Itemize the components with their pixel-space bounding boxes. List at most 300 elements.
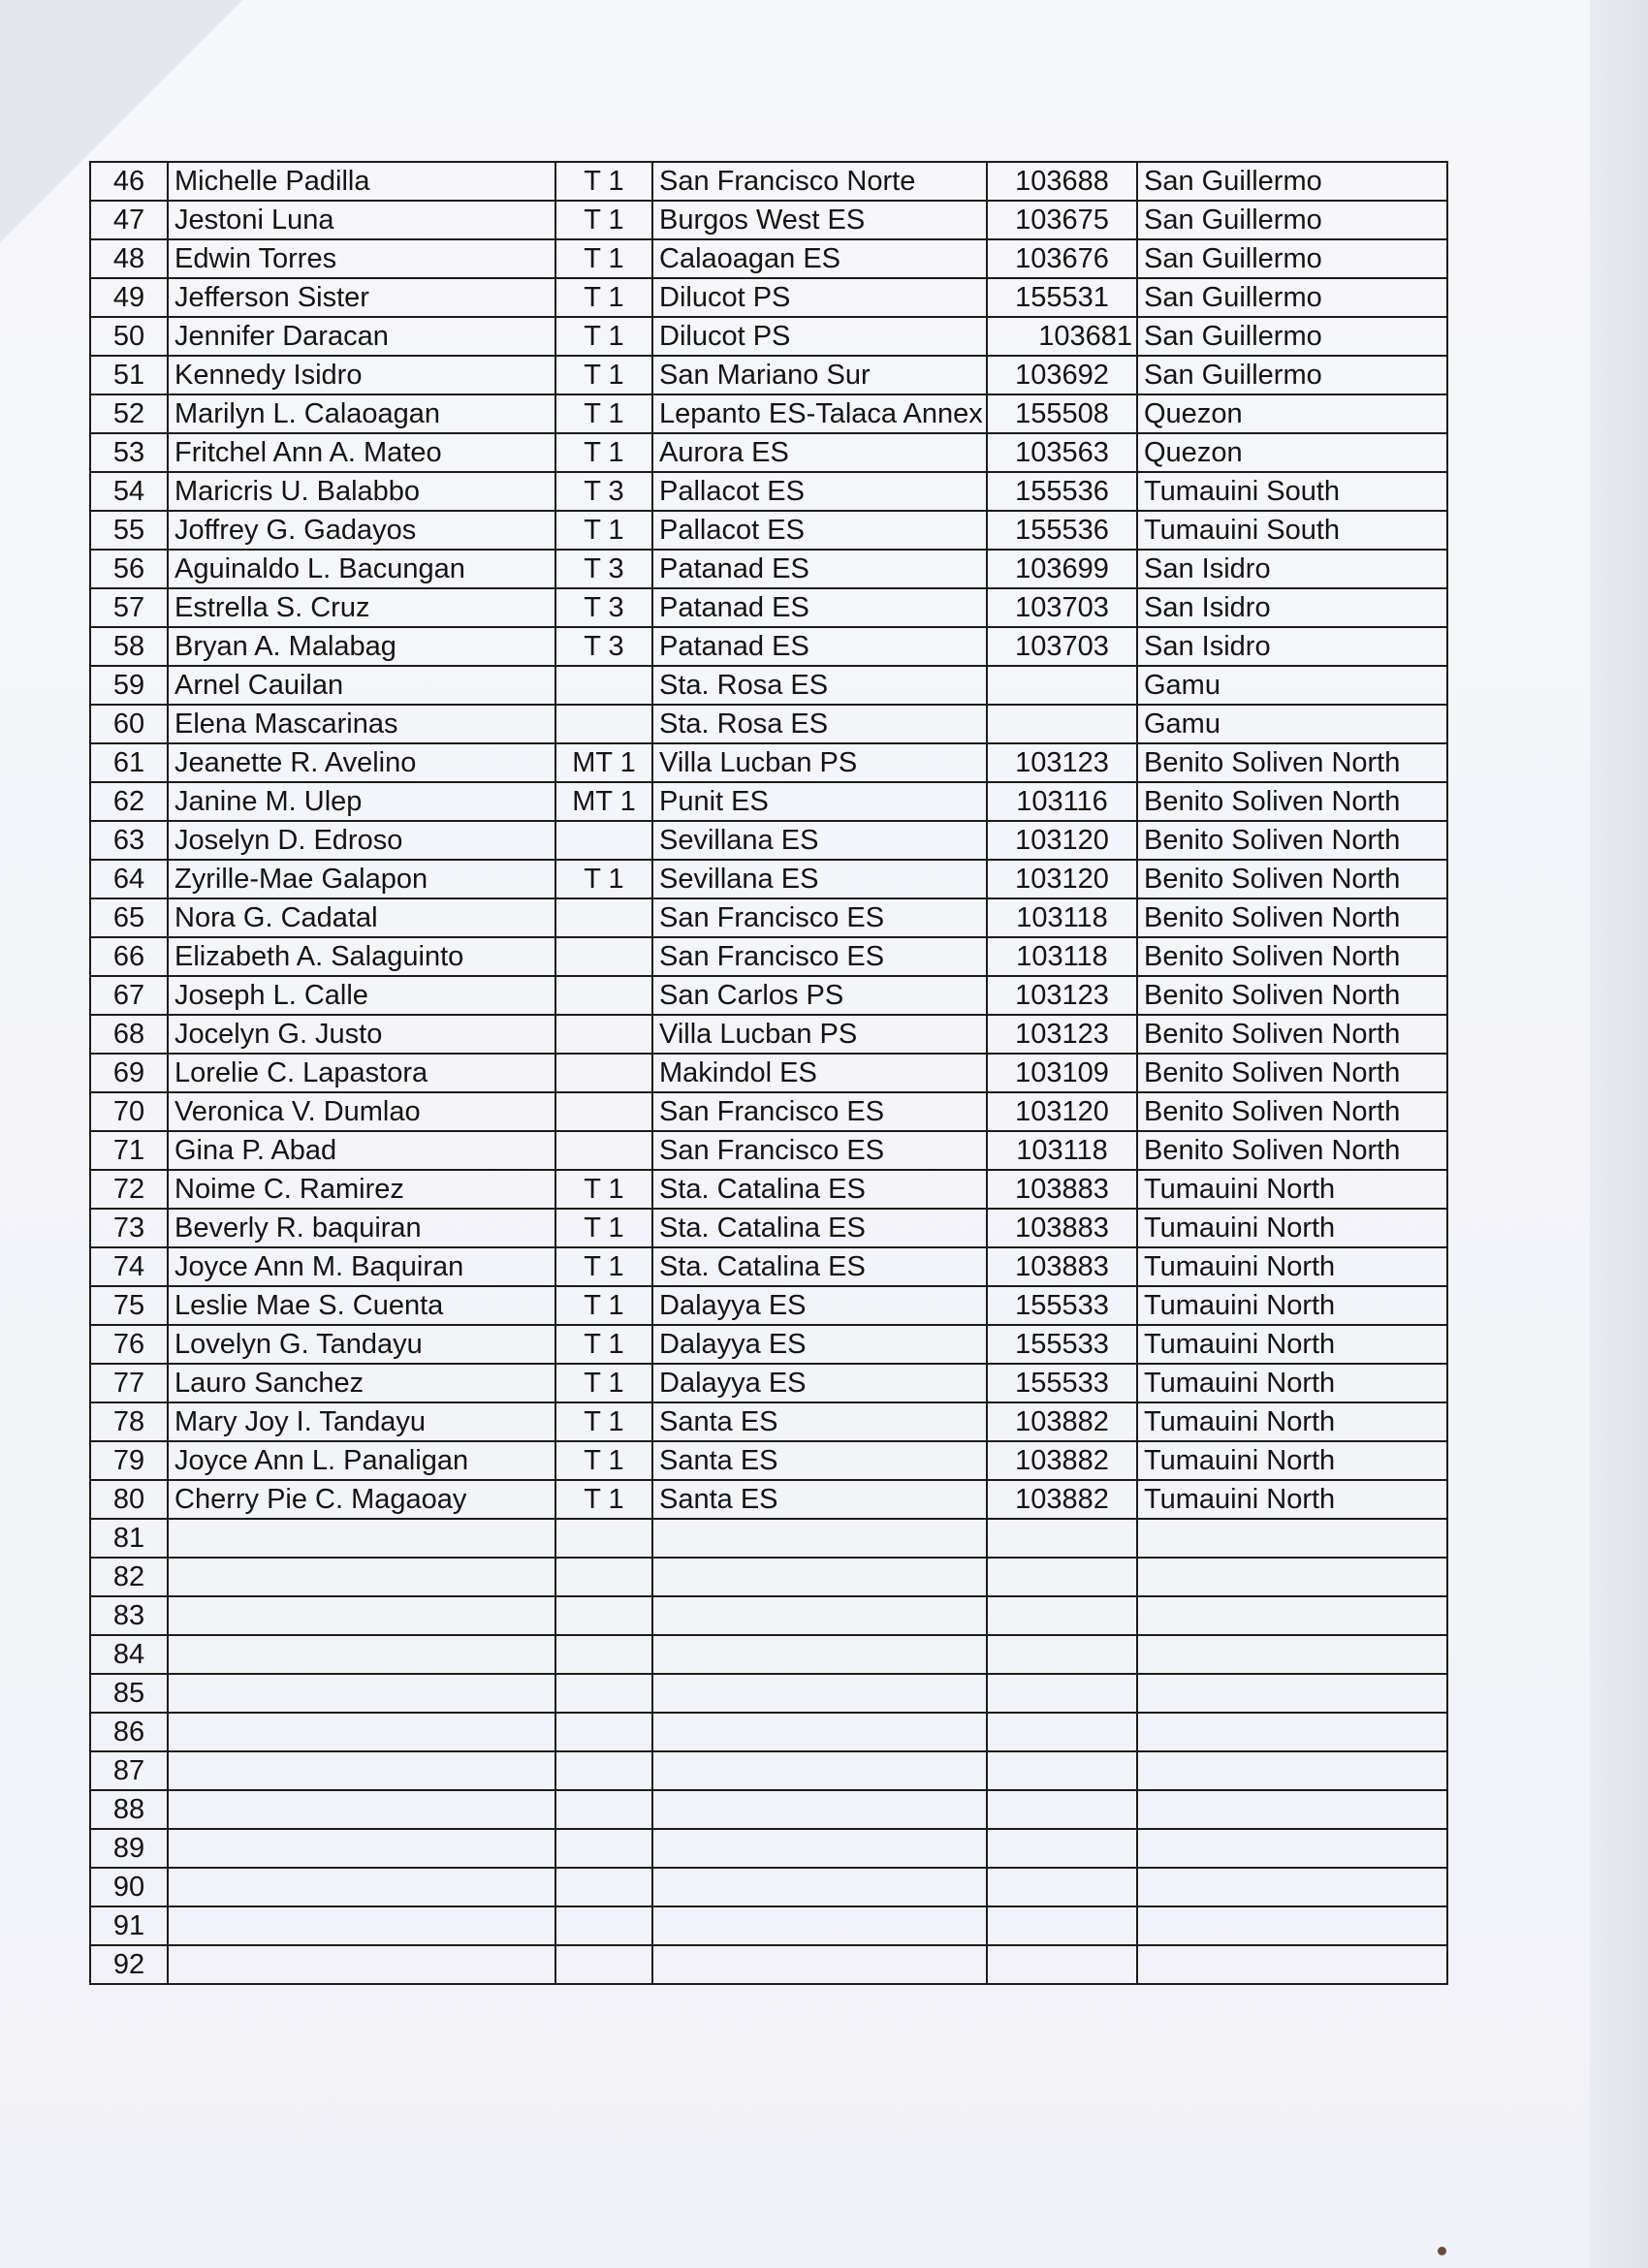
table-row — [90, 1751, 1447, 1790]
row-number-cell: 75 — [90, 1286, 168, 1325]
table-row — [90, 1674, 1447, 1713]
district-cell: Gamu — [1137, 705, 1447, 743]
district-cell: Benito Soliven North — [1137, 782, 1447, 821]
teacher-name-cell: Joyce Ann L. Panaligan — [168, 1441, 555, 1480]
district-cell: San Isidro — [1137, 588, 1447, 627]
row-number-cell: 83 — [90, 1596, 168, 1635]
position-cell: MT 1 — [555, 743, 652, 782]
school-id-cell: 155531 — [987, 278, 1137, 317]
teacher-name-cell: Jennifer Daracan — [168, 317, 555, 356]
school-cell: Pallacot ES — [652, 472, 987, 511]
school-id-cell — [987, 1635, 1137, 1674]
teacher-name-cell: Joseph L. Calle — [168, 976, 555, 1015]
table-row — [90, 627, 1447, 666]
position-cell — [555, 1558, 652, 1596]
school-id-cell: 103681 — [987, 317, 1137, 356]
school-cell: San Francisco ES — [652, 1092, 987, 1131]
teacher-name-cell — [168, 1906, 555, 1945]
district-cell: Benito Soliven North — [1137, 1131, 1447, 1170]
table-row — [90, 1519, 1447, 1558]
position-cell: T 1 — [555, 511, 652, 550]
position-cell — [555, 1829, 652, 1868]
row-number-cell: 85 — [90, 1674, 168, 1713]
teacher-name-cell — [168, 1519, 555, 1558]
position-cell: T 1 — [555, 356, 652, 394]
district-cell — [1137, 1713, 1447, 1751]
row-number-cell: 72 — [90, 1170, 168, 1209]
row-number-cell: 60 — [90, 705, 168, 743]
table-row — [90, 511, 1447, 550]
district-cell: Tumauini South — [1137, 511, 1447, 550]
school-id-cell — [987, 1906, 1137, 1945]
teacher-name-cell: Cherry Pie C. Magaoay — [168, 1480, 555, 1519]
teacher-name-cell: Beverly R. baquiran — [168, 1209, 555, 1247]
school-id-cell: 155533 — [987, 1286, 1137, 1325]
school-cell: Punit ES — [652, 782, 987, 821]
school-cell: Sta. Rosa ES — [652, 666, 987, 705]
row-number-cell: 88 — [90, 1790, 168, 1829]
school-cell: Patanad ES — [652, 627, 987, 666]
district-cell: Quezon — [1137, 433, 1447, 472]
school-cell: Villa Lucban PS — [652, 743, 987, 782]
teacher-name-cell: Elena Mascarinas — [168, 705, 555, 743]
table-row — [90, 1170, 1447, 1209]
district-cell — [1137, 1829, 1447, 1868]
position-cell: T 1 — [555, 1286, 652, 1325]
position-cell — [555, 1906, 652, 1945]
school-id-cell — [987, 1713, 1137, 1751]
district-cell: Benito Soliven North — [1137, 976, 1447, 1015]
position-cell: MT 1 — [555, 782, 652, 821]
position-cell: T 1 — [555, 1441, 652, 1480]
row-number-cell: 71 — [90, 1131, 168, 1170]
position-cell — [555, 976, 652, 1015]
school-id-cell: 103882 — [987, 1441, 1137, 1480]
district-cell: San Guillermo — [1137, 278, 1447, 317]
row-number-cell: 59 — [90, 666, 168, 705]
teacher-name-cell: Jestoni Luna — [168, 201, 555, 239]
school-cell: San Francisco ES — [652, 937, 987, 976]
teacher-name-cell: Aguinaldo L. Bacungan — [168, 550, 555, 588]
table-row — [90, 1713, 1447, 1751]
district-cell — [1137, 1596, 1447, 1635]
school-id-cell: 103883 — [987, 1209, 1137, 1247]
position-cell: T 1 — [555, 317, 652, 356]
teacher-name-cell: Lorelie C. Lapastora — [168, 1054, 555, 1092]
district-cell: Tumauini North — [1137, 1480, 1447, 1519]
position-cell: T 1 — [555, 239, 652, 278]
school-id-cell: 103688 — [987, 162, 1137, 201]
position-cell — [555, 1945, 652, 1984]
ink-speck — [1438, 2247, 1446, 2255]
school-id-cell: 103699 — [987, 550, 1137, 588]
table-row — [90, 1402, 1447, 1441]
table-row — [90, 1558, 1447, 1596]
district-cell: Tumauini North — [1137, 1286, 1447, 1325]
school-id-cell: 155533 — [987, 1364, 1137, 1402]
district-cell: Tumauini North — [1137, 1441, 1447, 1480]
district-cell: San Guillermo — [1137, 201, 1447, 239]
position-cell: T 1 — [555, 278, 652, 317]
table-row — [90, 162, 1447, 201]
row-number-cell: 53 — [90, 433, 168, 472]
position-cell: T 1 — [555, 1402, 652, 1441]
table-row — [90, 743, 1447, 782]
school-id-cell: 103563 — [987, 433, 1137, 472]
district-cell: Tumauini North — [1137, 1402, 1447, 1441]
school-id-cell — [987, 1519, 1137, 1558]
position-cell — [555, 1519, 652, 1558]
table-row — [90, 550, 1447, 588]
paper-edge-shadow — [1590, 0, 1648, 2268]
school-cell: San Mariano Sur — [652, 356, 987, 394]
table-row — [90, 705, 1447, 743]
row-number-cell: 52 — [90, 394, 168, 433]
position-cell — [555, 1131, 652, 1170]
school-id-cell: 155536 — [987, 511, 1137, 550]
district-cell: San Isidro — [1137, 550, 1447, 588]
row-number-cell: 46 — [90, 162, 168, 201]
teacher-name-cell: Jocelyn G. Justo — [168, 1015, 555, 1054]
school-cell: Burgos West ES — [652, 201, 987, 239]
district-cell — [1137, 1906, 1447, 1945]
school-cell: Dilucot PS — [652, 317, 987, 356]
school-id-cell: 103703 — [987, 627, 1137, 666]
school-cell: Sevillana ES — [652, 821, 987, 860]
position-cell: T 1 — [555, 1364, 652, 1402]
table-row — [90, 1480, 1447, 1519]
district-cell: Gamu — [1137, 666, 1447, 705]
position-cell — [555, 1635, 652, 1674]
table-row — [90, 1325, 1447, 1364]
district-cell — [1137, 1558, 1447, 1596]
district-cell — [1137, 1868, 1447, 1906]
row-number-cell: 73 — [90, 1209, 168, 1247]
school-id-cell: 103675 — [987, 201, 1137, 239]
school-cell — [652, 1713, 987, 1751]
position-cell — [555, 705, 652, 743]
row-number-cell: 64 — [90, 860, 168, 898]
table-row — [90, 666, 1447, 705]
school-id-cell — [987, 666, 1137, 705]
row-number-cell: 90 — [90, 1868, 168, 1906]
school-id-cell: 155508 — [987, 394, 1137, 433]
table-row — [90, 472, 1447, 511]
school-cell: Dilucot PS — [652, 278, 987, 317]
teacher-name-cell: Nora G. Cadatal — [168, 898, 555, 937]
district-cell: Benito Soliven North — [1137, 821, 1447, 860]
school-cell — [652, 1829, 987, 1868]
table-row — [90, 1829, 1447, 1868]
school-cell: Sta. Rosa ES — [652, 705, 987, 743]
district-cell — [1137, 1519, 1447, 1558]
row-number-cell: 76 — [90, 1325, 168, 1364]
school-id-cell — [987, 1751, 1137, 1790]
teacher-name-cell: Noime C. Ramirez — [168, 1170, 555, 1209]
school-cell: Sta. Catalina ES — [652, 1209, 987, 1247]
school-id-cell: 103703 — [987, 588, 1137, 627]
row-number-cell: 87 — [90, 1751, 168, 1790]
district-cell — [1137, 1945, 1447, 1984]
school-id-cell: 103120 — [987, 821, 1137, 860]
teacher-name-cell: Lovelyn G. Tandayu — [168, 1325, 555, 1364]
school-cell: Patanad ES — [652, 550, 987, 588]
table-row — [90, 1790, 1447, 1829]
district-cell: San Guillermo — [1137, 162, 1447, 201]
position-cell — [555, 1713, 652, 1751]
row-number-cell: 78 — [90, 1402, 168, 1441]
district-cell — [1137, 1674, 1447, 1713]
roster-body — [90, 162, 1447, 1984]
position-cell: T 1 — [555, 433, 652, 472]
row-number-cell: 68 — [90, 1015, 168, 1054]
school-cell: Santa ES — [652, 1402, 987, 1441]
position-cell: T 3 — [555, 550, 652, 588]
teacher-name-cell: Estrella S. Cruz — [168, 588, 555, 627]
position-cell: T 1 — [555, 1480, 652, 1519]
school-id-cell: 103120 — [987, 860, 1137, 898]
school-cell: Dalayya ES — [652, 1325, 987, 1364]
school-cell — [652, 1751, 987, 1790]
teacher-name-cell: Michelle Padilla — [168, 162, 555, 201]
table-row — [90, 588, 1447, 627]
table-row — [90, 201, 1447, 239]
school-cell — [652, 1635, 987, 1674]
district-cell: Tumauini North — [1137, 1325, 1447, 1364]
row-number-cell: 80 — [90, 1480, 168, 1519]
teacher-name-cell — [168, 1635, 555, 1674]
school-cell — [652, 1790, 987, 1829]
teacher-name-cell: Fritchel Ann A. Mateo — [168, 433, 555, 472]
row-number-cell: 48 — [90, 239, 168, 278]
school-cell: Sta. Catalina ES — [652, 1247, 987, 1286]
teacher-name-cell: Marilyn L. Calaoagan — [168, 394, 555, 433]
district-cell: Tumauini South — [1137, 472, 1447, 511]
table-row — [90, 821, 1447, 860]
row-number-cell: 49 — [90, 278, 168, 317]
school-id-cell — [987, 1945, 1137, 1984]
school-id-cell — [987, 1790, 1137, 1829]
position-cell: T 1 — [555, 1247, 652, 1286]
row-number-cell: 56 — [90, 550, 168, 588]
school-id-cell — [987, 1829, 1137, 1868]
teacher-name-cell: Arnel Cauilan — [168, 666, 555, 705]
school-id-cell: 103676 — [987, 239, 1137, 278]
row-number-cell: 63 — [90, 821, 168, 860]
school-id-cell: 103118 — [987, 898, 1137, 937]
row-number-cell: 62 — [90, 782, 168, 821]
school-id-cell: 103116 — [987, 782, 1137, 821]
school-id-cell: 103123 — [987, 976, 1137, 1015]
position-cell: T 1 — [555, 162, 652, 201]
school-cell: Pallacot ES — [652, 511, 987, 550]
district-cell: Benito Soliven North — [1137, 1015, 1447, 1054]
teacher-name-cell: Zyrille-Mae Galapon — [168, 860, 555, 898]
teacher-name-cell: Leslie Mae S. Cuenta — [168, 1286, 555, 1325]
teacher-name-cell: Joselyn D. Edroso — [168, 821, 555, 860]
position-cell — [555, 1596, 652, 1635]
position-cell: T 1 — [555, 860, 652, 898]
school-id-cell: 103882 — [987, 1402, 1137, 1441]
position-cell — [555, 1015, 652, 1054]
row-number-cell: 84 — [90, 1635, 168, 1674]
position-cell — [555, 1790, 652, 1829]
table-row — [90, 1247, 1447, 1286]
school-id-cell: 103692 — [987, 356, 1137, 394]
district-cell: Benito Soliven North — [1137, 937, 1447, 976]
position-cell: T 1 — [555, 1325, 652, 1364]
school-cell: San Francisco Norte — [652, 162, 987, 201]
table-row — [90, 239, 1447, 278]
school-id-cell — [987, 1596, 1137, 1635]
school-id-cell: 103120 — [987, 1092, 1137, 1131]
school-cell: San Francisco ES — [652, 1131, 987, 1170]
district-cell — [1137, 1790, 1447, 1829]
district-cell: Benito Soliven North — [1137, 898, 1447, 937]
table-row — [90, 1635, 1447, 1674]
district-cell: Tumauini North — [1137, 1209, 1447, 1247]
school-cell — [652, 1906, 987, 1945]
school-cell — [652, 1519, 987, 1558]
teacher-name-cell: Jefferson Sister — [168, 278, 555, 317]
table-row — [90, 976, 1447, 1015]
school-cell: Calaoagan ES — [652, 239, 987, 278]
position-cell: T 1 — [555, 201, 652, 239]
district-cell: Tumauini North — [1137, 1247, 1447, 1286]
teacher-name-cell — [168, 1674, 555, 1713]
table-row — [90, 1364, 1447, 1402]
table-row — [90, 1209, 1447, 1247]
school-id-cell: 103118 — [987, 937, 1137, 976]
position-cell: T 1 — [555, 394, 652, 433]
school-id-cell: 103123 — [987, 743, 1137, 782]
row-number-cell: 67 — [90, 976, 168, 1015]
teacher-name-cell: Lauro Sanchez — [168, 1364, 555, 1402]
table-row — [90, 433, 1447, 472]
row-number-cell: 57 — [90, 588, 168, 627]
row-number-cell: 54 — [90, 472, 168, 511]
position-cell: T 3 — [555, 472, 652, 511]
position-cell — [555, 666, 652, 705]
teacher-name-cell: Edwin Torres — [168, 239, 555, 278]
district-cell: Benito Soliven North — [1137, 743, 1447, 782]
position-cell — [555, 1054, 652, 1092]
teacher-name-cell: Janine M. Ulep — [168, 782, 555, 821]
position-cell — [555, 821, 652, 860]
school-id-cell: 103882 — [987, 1480, 1137, 1519]
school-id-cell: 103109 — [987, 1054, 1137, 1092]
row-number-cell: 58 — [90, 627, 168, 666]
row-number-cell: 47 — [90, 201, 168, 239]
school-cell: Aurora ES — [652, 433, 987, 472]
district-cell: Quezon — [1137, 394, 1447, 433]
district-cell: Benito Soliven North — [1137, 860, 1447, 898]
position-cell — [555, 1868, 652, 1906]
school-cell: Dalayya ES — [652, 1286, 987, 1325]
teacher-name-cell: Joyce Ann M. Baquiran — [168, 1247, 555, 1286]
position-cell: T 1 — [555, 1170, 652, 1209]
teacher-name-cell: Gina P. Abad — [168, 1131, 555, 1170]
row-number-cell: 82 — [90, 1558, 168, 1596]
district-cell: San Guillermo — [1137, 239, 1447, 278]
table-row — [90, 317, 1447, 356]
school-id-cell: 103883 — [987, 1247, 1137, 1286]
school-id-cell — [987, 705, 1137, 743]
row-number-cell: 74 — [90, 1247, 168, 1286]
school-cell: Santa ES — [652, 1480, 987, 1519]
district-cell — [1137, 1635, 1447, 1674]
row-number-cell: 65 — [90, 898, 168, 937]
table-row — [90, 1015, 1447, 1054]
teacher-name-cell: Maricris U. Balabbo — [168, 472, 555, 511]
teacher-name-cell: Elizabeth A. Salaguinto — [168, 937, 555, 976]
row-number-cell: 50 — [90, 317, 168, 356]
school-id-cell — [987, 1674, 1137, 1713]
table-row — [90, 356, 1447, 394]
district-cell: Benito Soliven North — [1137, 1054, 1447, 1092]
school-id-cell — [987, 1868, 1137, 1906]
school-cell: Sta. Catalina ES — [652, 1170, 987, 1209]
row-number-cell: 86 — [90, 1713, 168, 1751]
teacher-name-cell — [168, 1790, 555, 1829]
school-cell — [652, 1674, 987, 1713]
school-cell: Makindol ES — [652, 1054, 987, 1092]
school-cell: Lepanto ES-Talaca Annex — [652, 394, 987, 433]
table-row — [90, 937, 1447, 976]
table-row — [90, 1868, 1447, 1906]
teacher-name-cell: Veronica V. Dumlao — [168, 1092, 555, 1131]
school-cell: Villa Lucban PS — [652, 1015, 987, 1054]
position-cell — [555, 937, 652, 976]
row-number-cell: 92 — [90, 1945, 168, 1984]
teacher-name-cell — [168, 1945, 555, 1984]
position-cell — [555, 1092, 652, 1131]
teacher-name-cell — [168, 1751, 555, 1790]
table-row — [90, 898, 1447, 937]
teacher-name-cell: Jeanette R. Avelino — [168, 743, 555, 782]
table-row — [90, 1906, 1447, 1945]
position-cell — [555, 1674, 652, 1713]
position-cell — [555, 898, 652, 937]
teacher-name-cell — [168, 1713, 555, 1751]
table-row — [90, 860, 1447, 898]
row-number-cell: 51 — [90, 356, 168, 394]
district-cell: San Guillermo — [1137, 317, 1447, 356]
position-cell: T 1 — [555, 1209, 652, 1247]
teacher-name-cell — [168, 1558, 555, 1596]
table-row — [90, 1596, 1447, 1635]
row-number-cell: 70 — [90, 1092, 168, 1131]
school-id-cell: 155536 — [987, 472, 1137, 511]
position-cell: T 3 — [555, 627, 652, 666]
school-cell — [652, 1596, 987, 1635]
teacher-name-cell: Mary Joy I. Tandayu — [168, 1402, 555, 1441]
district-cell: San Guillermo — [1137, 356, 1447, 394]
district-cell: San Isidro — [1137, 627, 1447, 666]
row-number-cell: 81 — [90, 1519, 168, 1558]
teacher-name-cell: Bryan A. Malabag — [168, 627, 555, 666]
table-row — [90, 278, 1447, 317]
teacher-roster-table — [89, 161, 1448, 1985]
school-cell — [652, 1945, 987, 1984]
school-cell: Dalayya ES — [652, 1364, 987, 1402]
school-cell: San Carlos PS — [652, 976, 987, 1015]
table-row — [90, 1286, 1447, 1325]
table-row — [90, 1092, 1447, 1131]
school-cell — [652, 1558, 987, 1596]
school-id-cell: 155533 — [987, 1325, 1137, 1364]
row-number-cell: 89 — [90, 1829, 168, 1868]
